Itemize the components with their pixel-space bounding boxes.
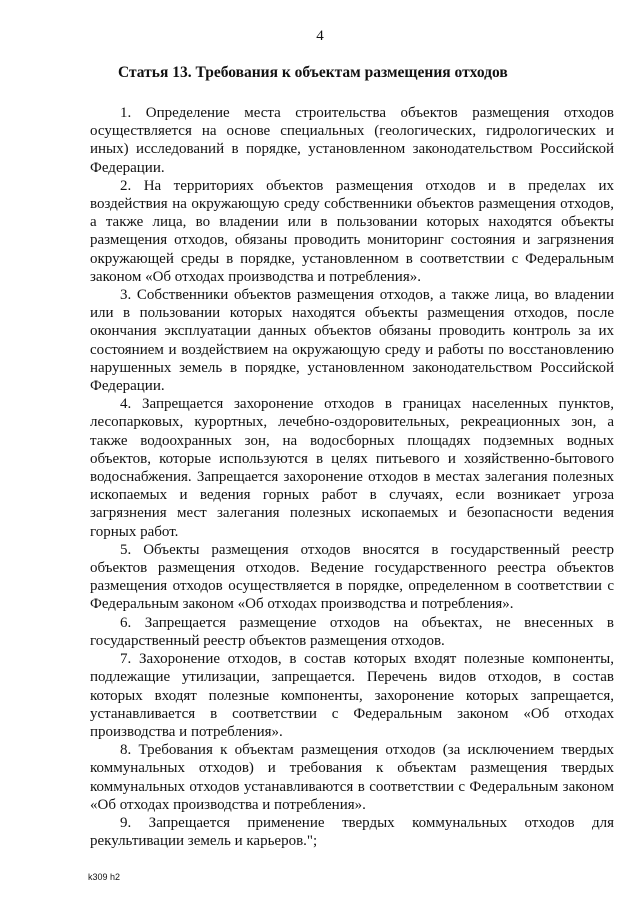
article-body — [90, 104, 614, 850]
paragraph-4: 4. Запрещается захоронение отходов в границах населенных пунктов, лесопарковых, курортных, лечебно-оздоровительных, рекреационных зон, а также водоохранных зон, на водосборных площадях подземных водных объектов, которые используются в целях питьевого и хозяйственно-бытового водоснабжения. Запрещается захоронение отходов в местах залегания полезных ископаемых и ведения горных работ в случаях, если возникает угроза загрязнения мест залегания полезных ископаемых и безопасности ведения горных работ. — [90, 396, 614, 540]
paragraph-5: 5. Объекты размещения отходов вносятся в государственный реестр объектов размещения отходов. Ведение государственного реестра объектов размещения отходов осуществляется в порядке, определенном в соответствии с Федеральным законом «Об отходах производства и потребления». — [90, 541, 614, 613]
paragraph-9: 9. Запрещается применение твердых коммунальных отходов для рекультивации земель и карьеров."; — [90, 814, 614, 850]
article-title: Статья 13. Требования к объектам размещения отходов — [118, 64, 508, 81]
paragraph-7: 7. Захоронение отходов, в состав которых входят полезные компоненты, подлежащие утилизации, запрещается. Перечень видов отходов, в состав которых входят полезные компоненты, захоронение которых запрещается, устанавливается в соответствии с Федеральным законом «Об отходах производства и потребления». — [90, 651, 614, 740]
page-number: 4 — [316, 28, 324, 44]
paragraph-2: 2. На территориях объектов размещения отходов и в пределах их воздействия на окружающую среду собственники объектов размещения отходов, а также лица, во владении или в пользовании которых находятся объекты размещения отходов, обязаны проводить мониторинг состояния и загрязнения окружающей среды в порядке, установленном в соответствии с Федеральным законом «Об отходах производства и потребления». — [90, 177, 614, 285]
paragraph-3: 3. Собственники объектов размещения отходов, а также лица, во владении или в пользовании которых находятся объекты размещения отходов, после окончания эксплуатации данных объектов обязаны проводить контроль за их состоянием и воздействием на окружающую среду и работы по восстановлению нарушенных земель в порядке, установленном законодательством Российской Федерации. — [90, 287, 614, 395]
paragraph-6: 6. Запрещается размещение отходов на объектах, не внесенных в государственный реестр объектов размещения отходов. — [90, 614, 614, 649]
paragraph-1: 1. Определение места строительства объектов размещения отходов осуществляется на основе специальных (геологических, гидрологических и иных) исследований в порядке, установленном законодательством Российской Федерации. — [90, 105, 614, 176]
paragraph-8: 8. Требования к объектам размещения отходов (за исключением твердых коммунальных отходов) и требования к объектам размещения твердых коммунальных отходов устанавливаются в соответствии с Федеральным законом «Об отходах производства и потребления». — [90, 742, 614, 813]
footer-document-code: k309 h2 — [88, 872, 121, 882]
